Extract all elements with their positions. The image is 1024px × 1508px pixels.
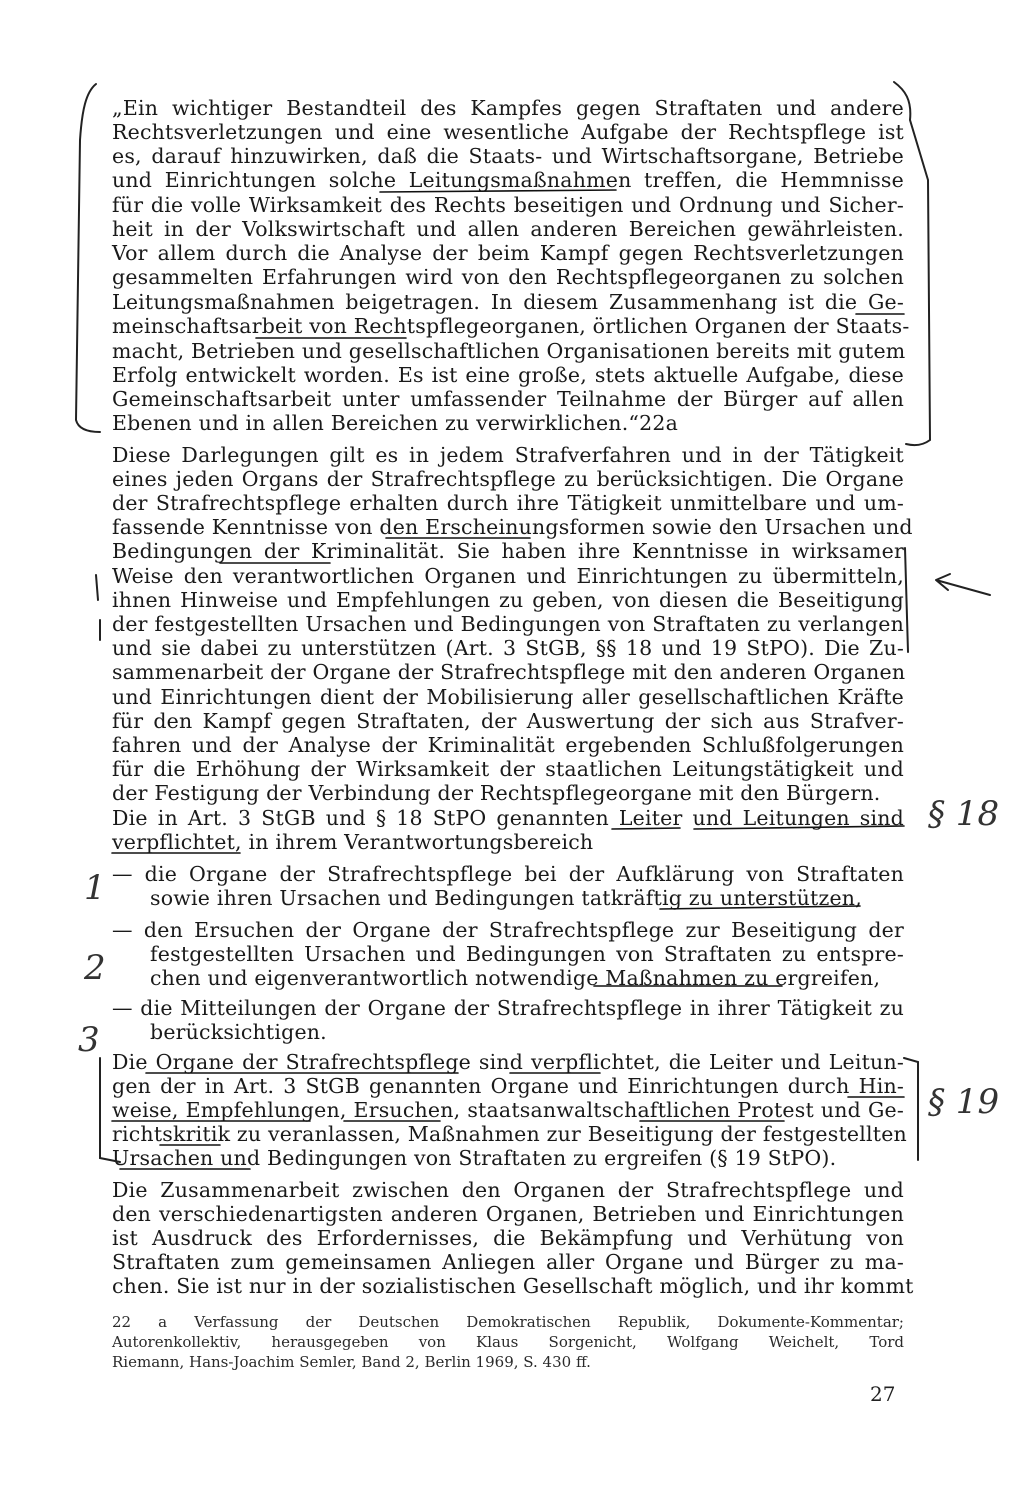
text-line: und sie dabei zu unterstützen (Art. 3 StGB, §§ 18 und 19 StPO). Die Zu-: [112, 636, 904, 660]
text-line: heit in der Volkswirtschaft und allen anderen Bereichen gewährleisten.: [112, 217, 904, 241]
text-line: Vor allem durch die Analyse der beim Kampf gegen Rechtsverletzungen: [112, 241, 904, 265]
text-line: der Strafrechtspflege erhalten durch ihre Tätigkeit unmittelbare und um-: [112, 491, 904, 515]
text-line: macht, Betrieben und gesellschaftlichen Organisationen bereits mit gutem: [112, 339, 906, 363]
text-line: Die Organe der Strafrechtspflege sind verpflichtet, die Leiter und Leitun-: [112, 1050, 904, 1074]
text-line: ist Ausdruck des Erfordernisses, die Bekämpfung und Verhütung von: [112, 1226, 904, 1250]
list-item-continuation: festgestellten Ursachen und Bedingungen von Straftaten zu entspre-: [150, 942, 904, 966]
list-item-continuation: berücksichtigen.: [150, 1020, 327, 1044]
text-line: „Ein wichtiger Bestandteil des Kampfes gegen Straftaten und andere: [112, 96, 904, 120]
text-line: gesammelten Erfahrungen wird von den Rechtspflegeorganen zu solchen: [112, 265, 904, 289]
list-item: — die Mitteilungen der Organe der Strafrechtspflege in ihrer Tätigkeit zu: [112, 996, 904, 1020]
left-tick-stroke: [96, 575, 98, 600]
text-line: es, darauf hinzuwirken, daß die Staats- und Wirtschaftsorgane, Betriebe: [112, 144, 904, 168]
text-line: fassende Kenntnisse von den Erscheinungsformen sowie den Ursachen und: [112, 515, 913, 539]
text-line: Rechtsverletzungen und eine wesentliche Aufgabe der Rechtspflege ist: [112, 120, 904, 144]
list-item: — den Ersuchen der Organe der Strafrechtspflege zur Beseitigung der: [112, 918, 904, 942]
text-line: Ursachen und Bedingungen von Straftaten zu ergreifen (§ 19 StPO).: [112, 1146, 837, 1170]
text-line: gen der in Art. 3 StGB genannten Organe und Einrichtungen durch Hin-: [112, 1074, 904, 1098]
footnote-line: Autorenkollektiv, herausgegeben von Klaus Sorgenicht, Wolfgang Weichelt, Tord: [112, 1333, 904, 1351]
margin-paragraph-19: § 19: [928, 1082, 1000, 1122]
text-line: fahren und der Analyse der Kriminalität ergebenden Schlußfolgerungen: [112, 733, 904, 757]
text-line: Straftaten zum gemeinsamen Anliegen aller Organe und Bürger zu ma-: [112, 1250, 904, 1274]
list-item: — die Organe der Strafrechtspflege bei der Aufklärung von Straftaten: [112, 862, 904, 886]
margin-number-1: 1: [84, 868, 106, 908]
text-line: Erfolg entwickelt worden. Es ist eine große, stets aktuelle Aufgabe, diese: [112, 363, 904, 387]
text-line: chen. Sie ist nur in der sozialistischen Gesellschaft möglich, und ihr kommt: [112, 1274, 914, 1298]
text-line: Weise den verantwortlichen Organen und Einrichtungen zu übermitteln,: [112, 564, 904, 588]
text-line: Die Zusammenarbeit zwischen den Organen der Strafrechtspflege und: [112, 1178, 904, 1202]
text-line: und Einrichtungen dient der Mobilisierung aller gesellschaftlichen Kräfte: [112, 685, 904, 709]
text-line: Diese Darlegungen gilt es in jedem Strafverfahren und in der Tätigkeit: [112, 443, 904, 467]
footnote-line: Riemann, Hans-Joachim Semler, Band 2, Berlin 1969, S. 430 ff.: [112, 1353, 591, 1371]
right-tick-stroke: [905, 548, 908, 652]
text-line: der Festigung der Verbindung der Rechtspflegeorgane mit den Bürgern.: [112, 781, 881, 805]
left-bracket-stroke: [76, 84, 100, 432]
footnote-line: 22 a Verfassung der Deutschen Demokratischen Republik, Dokumente-Kommentar;: [112, 1313, 904, 1331]
text-line: Ebenen und in allen Bereichen zu verwirklichen.“22a: [112, 411, 678, 435]
text-line: eines jeden Organs der Strafrechtspflege zu berücksichtigen. Die Organe: [112, 467, 904, 491]
text-line: für die Erhöhung der Wirksamkeit der staatlichen Leitungstätigkeit und: [112, 757, 904, 781]
text-line: weise, Empfehlungen, Ersuchen, staatsanwaltschaftlichen Protest und Ge-: [112, 1098, 904, 1122]
text-line: sammenarbeit der Organe der Strafrechtspflege mit den anderen Organen: [112, 660, 906, 684]
text-line: für die volle Wirksamkeit des Rechts beseitigen und Ordnung und Sicher-: [112, 193, 904, 217]
text-line: Leitungsmaßnahmen beigetragen. In diesem Zusammenhang ist die Ge-: [112, 290, 904, 314]
text-line: für den Kampf gegen Straftaten, der Auswertung der sich aus Strafver-: [112, 709, 904, 733]
text-line: der festgestellten Ursachen und Bedingungen von Straftaten zu verlangen: [112, 612, 904, 636]
text-line: richtskritik zu veranlassen, Maßnahmen zur Beseitigung der festgestellten: [112, 1122, 907, 1146]
margin-number-2: 2: [84, 948, 106, 988]
list-item-continuation: sowie ihren Ursachen und Bedingungen tatkräftig zu unterstützen,: [150, 886, 862, 910]
text-line: ihnen Hinweise und Empfehlungen zu geben, von diesen die Beseitigung: [112, 588, 904, 612]
text-line: verpflichtet, in ihrem Verantwortungsbereich: [112, 830, 594, 854]
arrow-icon: [936, 574, 990, 595]
text-line: Bedingungen der Kriminalität. Sie haben ihre Kenntnisse in wirksamer: [112, 539, 904, 563]
text-line: und Einrichtungen solche Leitungsmaßnahmen treffen, die Hemmnisse: [112, 168, 904, 192]
margin-number-3: 3: [78, 1020, 100, 1060]
text-line: Gemeinschaftsarbeit unter umfassender Teilnahme der Bürger auf allen: [112, 387, 904, 411]
margin-paragraph-18: § 18: [928, 794, 1000, 834]
text-line: meinschaftsarbeit von Rechtspflegeorganen, örtlichen Organen der Staats-: [112, 314, 910, 338]
page-number: 27: [870, 1382, 896, 1406]
list-item-continuation: chen und eigenverantwortlich notwendige Maßnahmen zu ergreifen,: [150, 966, 881, 990]
text-line: Die in Art. 3 StGB und § 18 StPO genannten Leiter und Leitungen sind: [112, 806, 904, 830]
text-line: den verschiedenartigsten anderen Organen, Betrieben und Einrichtungen: [112, 1202, 904, 1226]
